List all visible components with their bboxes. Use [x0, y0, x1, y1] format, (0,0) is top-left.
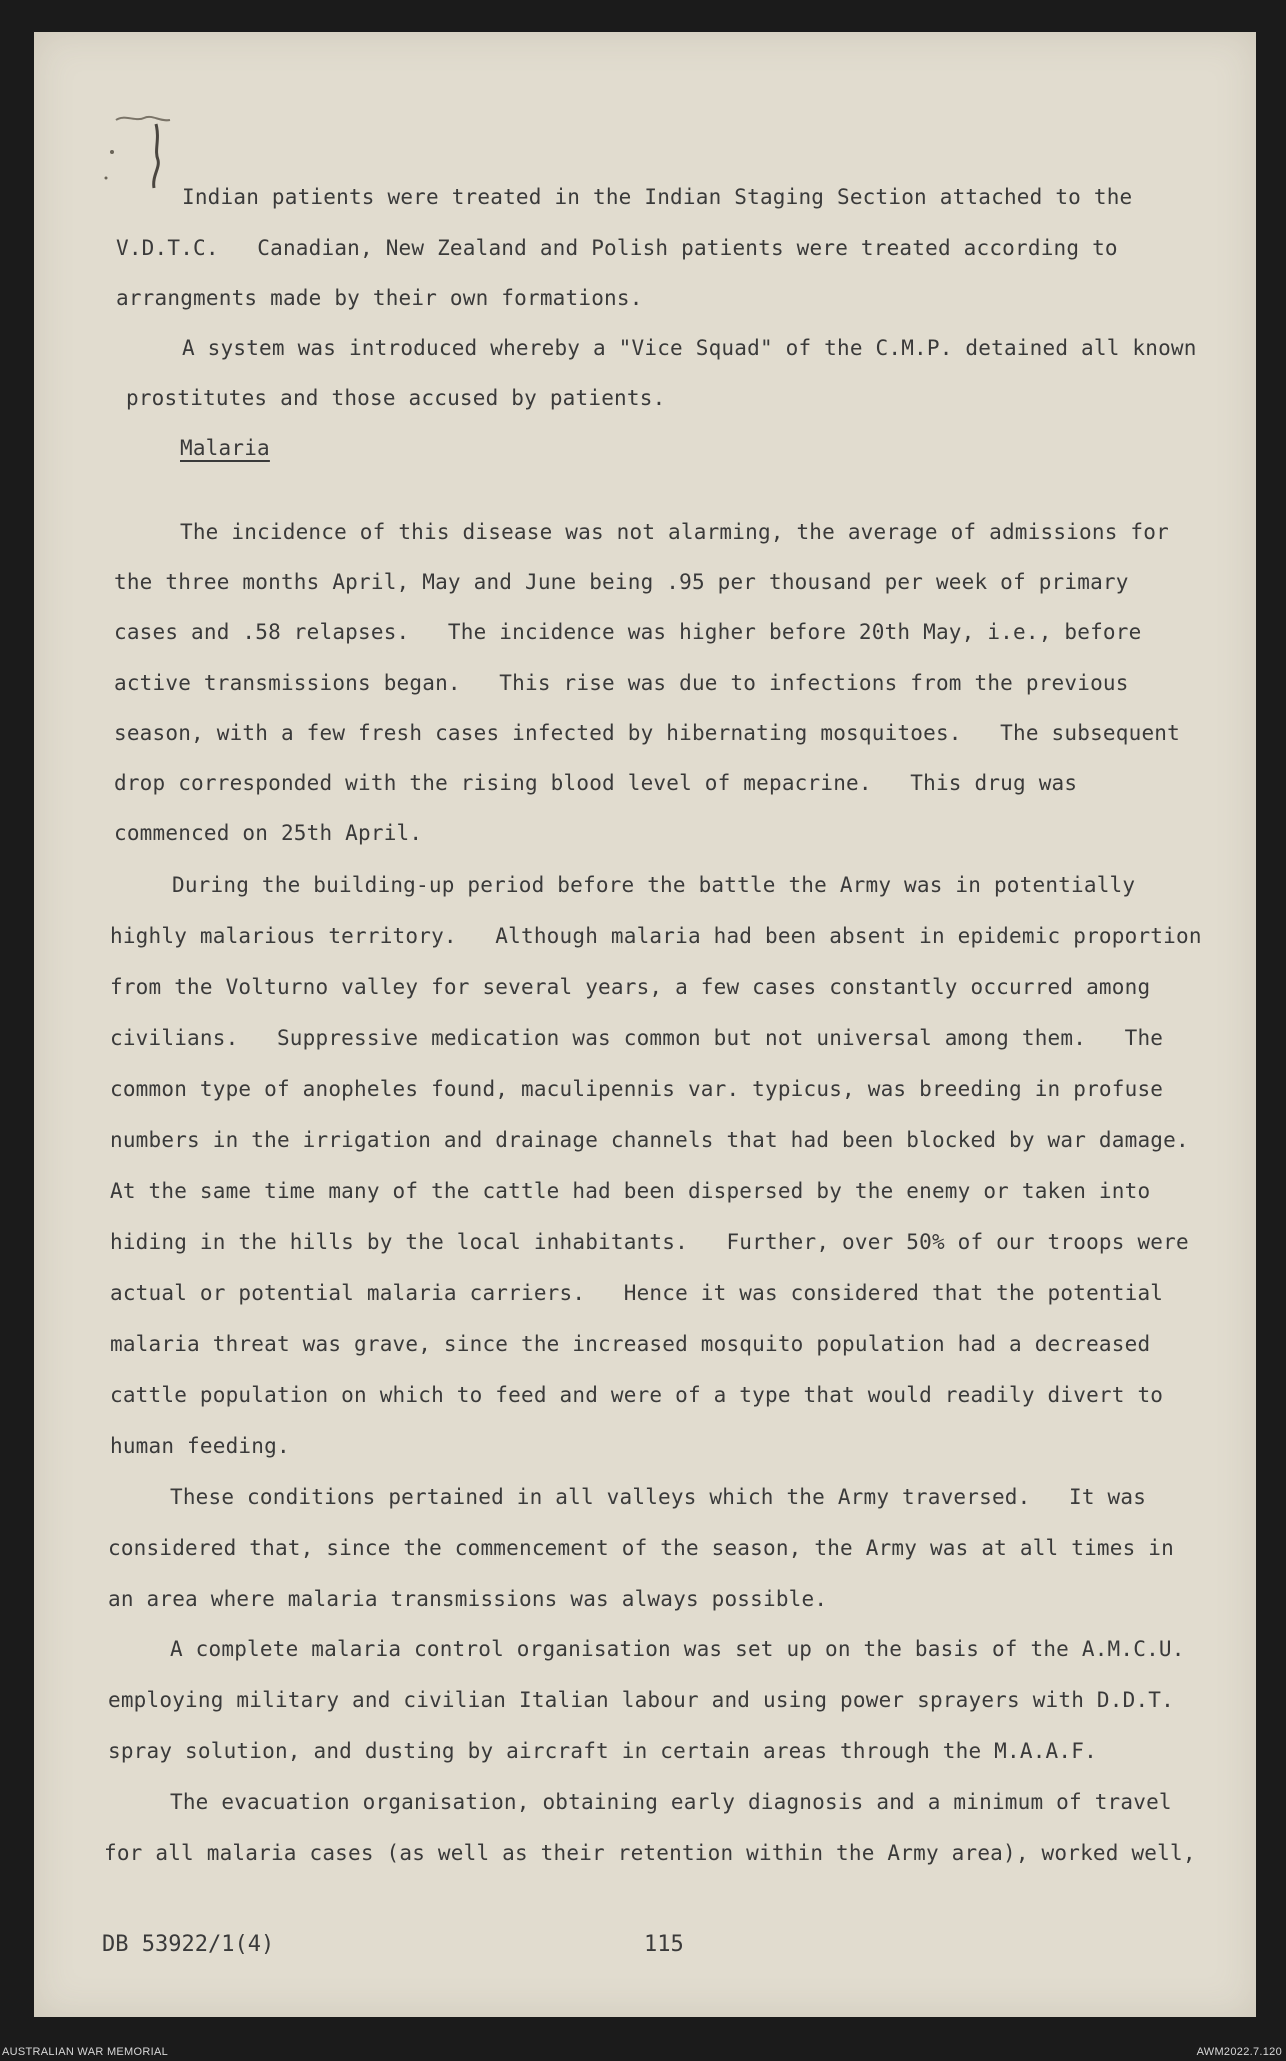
text-line: The incidence of this disease was not alarming, the average of admissions for: [180, 520, 1169, 544]
text-line: These conditions pertained in all valleys which the Army traversed. It was: [170, 1485, 1147, 1509]
text-line: prostitutes and those accused by patients.: [126, 386, 666, 410]
text-line: At the same time many of the cattle had been dispersed by the enemy or taken into: [110, 1179, 1151, 1203]
text-line: A complete malaria control organisation was set up on the basis of the A.M.C.U.: [170, 1637, 1185, 1661]
text-line: employing military and civilian Italian labour and using power sprayers with D.D.T.: [108, 1688, 1174, 1712]
text-line: cases and .58 relapses. The incidence was higher before 20th May, i.e., before: [114, 620, 1142, 644]
text-line: season, with a few fresh cases infected by hibernating mosquitoes. The subsequent: [114, 721, 1180, 745]
text-line: numbers in the irrigation and drainage channels that had been blocked by war damage.: [110, 1128, 1189, 1152]
text-line: malaria threat was grave, since the increased mosquito population had a decreased: [110, 1332, 1151, 1356]
text-line: for all malaria cases (as well as their retention within the Army area), worked well,: [104, 1841, 1196, 1865]
section-heading-malaria: Malaria: [180, 436, 270, 460]
text-line: active transmissions began. This rise was due to infections from the previous: [114, 671, 1129, 695]
text-line: drop corresponded with the rising blood level of mepacrine. This drug was: [114, 771, 1078, 795]
text-line: common type of anopheles found, maculipennis var. typicus, was breeding in profuse: [110, 1077, 1164, 1101]
archive-item-id: AWM2022.7.120: [1196, 2046, 1282, 2058]
text-line: Indian patients were treated in the Indian Staging Section attached to the: [182, 185, 1133, 209]
text-line: actual or potential malaria carriers. Hence it was considered that the potential: [110, 1281, 1164, 1305]
text-line: considered that, since the commencement of the season, the Army was at all times in: [108, 1536, 1174, 1560]
handwritten-mark-icon: [104, 80, 204, 200]
text-line: commenced on 25th April.: [114, 821, 423, 845]
archive-label: AUSTRALIAN WAR MEMORIAL: [2, 2046, 169, 2058]
document-reference: DB 53922/1(4): [102, 1932, 275, 1957]
text-line: During the building-up period before the battle the Army was in potentially: [172, 873, 1136, 897]
text-line: arrangments made by their own formations.: [116, 286, 643, 310]
page-number: 115: [644, 1932, 684, 1957]
text-line: an area where malaria transmissions was always possible.: [108, 1587, 828, 1611]
text-line: The evacuation organisation, obtaining early diagnosis and a minimum of travel: [170, 1790, 1172, 1814]
text-line: A system was introduced whereby a "Vice Squad" of the C.M.P. detained all known: [182, 336, 1197, 360]
text-line: highly malarious territory. Although malaria had been absent in epidemic proportion: [110, 924, 1202, 948]
text-line: human feeding.: [110, 1434, 290, 1458]
text-line: the three months April, May and June being .95 per thousand per week of primary: [114, 570, 1129, 594]
text-line: from the Volturno valley for several years, a few cases constantly occurred among: [110, 975, 1151, 999]
document-page: [34, 32, 1256, 2017]
text-line: cattle population on which to feed and were of a type that would readily divert to: [110, 1383, 1164, 1407]
text-line: hiding in the hills by the local inhabitants. Further, over 50% of our troops were: [110, 1230, 1189, 1254]
text-line: civilians. Suppressive medication was common but not universal among them. The: [110, 1026, 1164, 1050]
text-line: spray solution, and dusting by aircraft in certain areas through the M.A.A.F.: [108, 1739, 1097, 1763]
text-line: V.D.T.C. Canadian, New Zealand and Polish patients were treated according to: [116, 236, 1118, 260]
